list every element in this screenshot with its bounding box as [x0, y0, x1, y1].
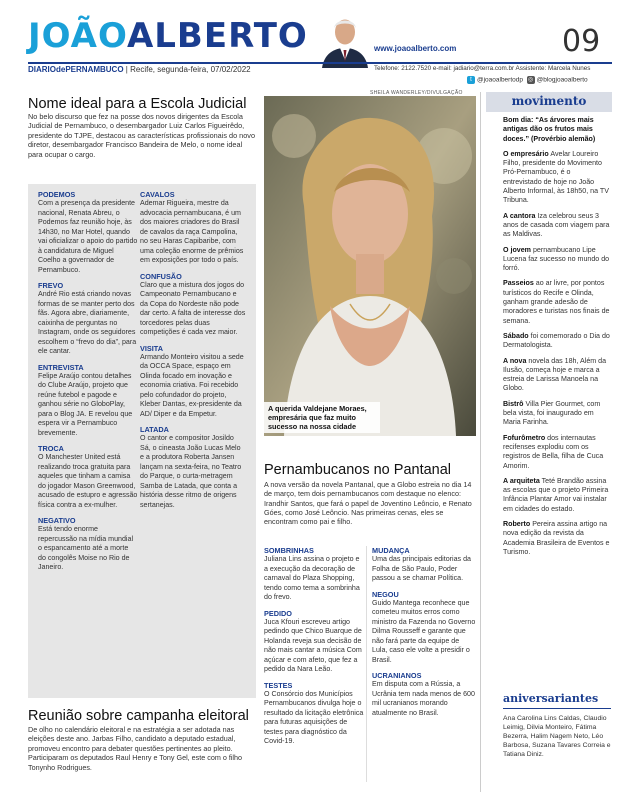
- photo-credit: SHEILA WANDERLEY/DIVULGAÇÃO: [370, 90, 463, 96]
- movimento-item: [503, 212, 611, 240]
- featured-photo: [264, 96, 476, 436]
- note-text: Guido Mantega reconhece que cometeu muitos erros como ministro da Fazenda no Governo Dilma Rousseff e garante que não fará parte da equipe de Lula, caso ele volte a presidir o Brasil.: [372, 598, 476, 664]
- note-text: Em disputa com a Rússia, a Ucrânia tem nada menos de 600 mil ucranianos morando atualmente no Brasil.: [372, 680, 475, 717]
- item-lead: A nova: [503, 356, 527, 365]
- column-divider: [480, 92, 481, 792]
- item-text: Pereira assina artigo na nova edição da revista da Academia Brasileira de Eventos e Turismo.: [503, 519, 610, 556]
- note-title: SOMBRINHAS: [264, 546, 314, 555]
- note-title: NEGATIVO: [38, 516, 76, 525]
- twitter-handle[interactable]: @joaoalbertodp: [477, 76, 523, 84]
- social-handles: [467, 76, 588, 84]
- movimento-column: [503, 116, 611, 563]
- brand-first-name: JOÃO: [28, 16, 127, 56]
- item-text: ao ar livre, por pontos turísticos do Recife e Olinda, ganham grande adesão de moradores e turistas nos finais de semana.: [503, 279, 610, 325]
- movimento-item: [503, 400, 611, 428]
- notes-column-b: [140, 190, 246, 510]
- quote-of-day: Bom dia: “As árvores mais antigas dão os frutos mais doces.” (Provérbio alemão): [503, 116, 596, 143]
- location-date: | Recife, segunda-feira, 07/02/2022: [125, 65, 251, 74]
- twitter-icon: t: [467, 76, 475, 84]
- website-link[interactable]: www.joaoalberto.com: [374, 44, 457, 53]
- note-title: MUDANÇA: [372, 546, 410, 555]
- note-text: Está tendo enorme repercussão na mídia mundial o espancamento até a morte do congolês Moise no Rio de Janeiro.: [38, 525, 134, 571]
- item-lead: A arquiteta: [503, 476, 540, 485]
- note-title: FREVO: [38, 281, 64, 290]
- movimento-title: movimento: [511, 94, 587, 108]
- article-reuniao: De olho no calendário eleitoral e na estratégia a ser adotada nas eleições deste ano. Jarbas Filho, candidato a deputado estadual, promoveu encontro para debater questões pertinentes ao pleito. Participaram os deputados Raul Henry e Tony Gel, este com o filho Tonynho Rodrigues.: [28, 725, 243, 772]
- header-rule: [28, 62, 612, 64]
- masthead-brand: [28, 18, 308, 54]
- item-text: pernambucano Lipe Lucena faz sucesso no mundo do forró.: [503, 245, 610, 273]
- contact-info: Telefone: 2122.7520 e-mail: jadiario@terra.com.br Assistente: Marcela Nunes: [374, 65, 591, 72]
- note-title: NEGOU: [372, 589, 399, 599]
- item-lead: O empresário: [503, 149, 549, 158]
- brand-last-name: ALBERTO: [126, 16, 308, 56]
- headline-pantanal: Pernambucanos no Pantanal: [264, 462, 452, 478]
- instagram-icon: ◎: [528, 77, 534, 83]
- article-pantanal: A nova versão da novela Pantanal, que a Globo estreia no dia 14 de março, tem dois pernambucanos com destaque no elenco: Irandhir Santos, que fará o papel de Joventino Leôncio, e Renato Góes, como José Leôncio. Nas primeiras cenas, eles se encontram como pai e filho.: [264, 480, 472, 527]
- newspaper-line: [28, 65, 251, 74]
- note-text: Ademar Rigueira, mestre da advocacia pernambucana, é um dos maiores criadores do Brasil de cavalos da raça Campolina, no seu Haras Capibaribe, com uma coleção enorme de prêmios em exposições por todo o país.: [140, 199, 244, 264]
- notes-column-a: [38, 190, 138, 573]
- note-title: TESTES: [264, 680, 293, 690]
- headline-nome-ideal: Nome ideal para a Escola Judicial: [28, 96, 247, 112]
- columnist-portrait: [318, 10, 372, 68]
- movimento-item: [503, 357, 611, 394]
- note-text: Armando Monteiro visitou a sede da OCCA Space, espaço em Olinda focado em inovação e economia criativa. Foi recebido pelo cofundador do projeto, Kleber Dantas, ex-presidente da AD/ Diper e da Empetur.: [140, 352, 244, 418]
- article-nome-ideal: No belo discurso que fez na posse dos novos dirigentes da Escola Judicial de Pernambuco, o desembargador Luiz Carlos Figueirêdo, presidente do TJPE, destacou as características profissionais do novo diretor, desembargador Francisco Bandeira de Melo, o nome ideal para ocupar o cargo.: [28, 112, 256, 159]
- note-text: Juliana Lins assina o projeto e a execução da decoração de carnaval do Plaza Shopping, tendo como tema a sombrinha do frevo.: [264, 555, 360, 601]
- movimento-item: [503, 434, 611, 471]
- instagram-handle[interactable]: @blogjoaoalberto: [536, 76, 588, 84]
- note-title: CAVALOS: [140, 190, 175, 199]
- note-text: André Rio está criando novas formas de se manter perto dos fãs. Agora abre, diariamente, caixinha de perguntas no Instagram, onde os seguidores escolhem o “frevo do dia”, para ele cantar.: [38, 290, 137, 355]
- item-lead: Bistrô: [503, 399, 524, 408]
- note-text: O Consórcio dos Municípios Pernambucanos divulga hoje o resultado da licitação eletrônica para futuras aquisições de testes para diagnóstico da Covid-19.: [264, 689, 364, 745]
- newspaper-name: DIARIOdePERNAMBUCO: [28, 65, 124, 74]
- item-text: foi comemorado o Dia do Dermatologista.: [503, 331, 610, 350]
- note-title: PODEMOS: [38, 190, 76, 199]
- movimento-item: [503, 477, 611, 514]
- item-lead: Roberto: [503, 519, 531, 528]
- movimento-item: [503, 150, 611, 206]
- note-title: UCRANIANOS: [372, 671, 422, 680]
- photo-caption: A querida Valdejane Moraes, empresária que faz muito sucesso na nossa cidade: [264, 402, 380, 433]
- note-title: VISITA: [140, 343, 163, 353]
- aniversariantes-rule: [503, 708, 611, 709]
- note-text: Claro que a mistura dos jogos do Campeonato Pernambucano e da Copa do Nordeste não pode dar certo. A falta de interesse dos torcedores pelas duas competições é cada vez maior.: [140, 280, 246, 336]
- item-text: Avelar Loureiro Filho, presidente do Movimento Pró-Pernambuco, é o entrevistado de hoje no João Alberto Informal, às 18h50, na TV Tribuna.: [503, 149, 609, 205]
- page-number: 09: [562, 24, 601, 59]
- note-text: Uma das principais editorias da Folha de São Paulo, Poder passou a se chamar Política.: [372, 555, 471, 582]
- note-title: LATADA: [140, 425, 169, 434]
- headline-reuniao: Reunião sobre campanha eleitoral: [28, 708, 249, 724]
- item-lead: O jovem: [503, 245, 531, 254]
- note-text: O cantor e compositor Josildo Sá, o cineasta João Lucas Melo e a produtora Roberta Jansen lançam na sexta-feira, no Teatro do Parque, o curta-metragem Samba de Latada, que conta a história desse ritmo de origens sertanejas.: [140, 434, 242, 509]
- item-lead: Sábado: [503, 331, 529, 340]
- item-text: Villa Pier Gourmet, com bela vista, foi inaugurado em Maria Farinha.: [503, 399, 601, 427]
- item-lead: A cantora: [503, 211, 536, 220]
- movimento-item: [503, 246, 611, 274]
- note-text: O Manchester United está realizando troca gratuita para aqueles que tinham a camisa do jogador Mason Greenwood, acusado de estupro e agressão física contra a ex-mulher.: [38, 453, 138, 509]
- column-divider: [366, 546, 367, 782]
- notes-column-c: [264, 546, 364, 747]
- note-text: Felipe Araújo contou detalhes do Clube Araújo, projeto que reúne futebol e pagode e ganhou série no GloboPlay, para o Blog JA. E revelou que espera vir a Pernambuco brevemente.: [38, 371, 133, 437]
- notes-column-d: [372, 546, 476, 718]
- note-title: TROCA: [38, 444, 64, 453]
- note-title: CONFUSÃO: [140, 271, 182, 281]
- movimento-item: [503, 332, 611, 351]
- item-lead: Fofurômetro: [503, 433, 546, 442]
- movimento-item: [503, 520, 611, 557]
- item-text: dos internautas recifenses explodiu com os registros de Bella, filha de Cuca Amorim.: [503, 433, 604, 470]
- aniversariantes-list: Ana Carolina Lins Caldas, Claudio Leimig, Dilvia Monteiro, Fátima Bezerra, Halim Nagem Neto, Léo Barbosa, Suzana Tavares Correia e Tatiana Diniz.: [503, 715, 611, 758]
- note-title: PEDIDO: [264, 608, 292, 618]
- note-title: ENTREVISTA: [38, 362, 84, 372]
- item-lead: Passeios: [503, 279, 534, 288]
- movimento-item: [503, 279, 611, 325]
- aniversariantes-title: aniversariantes: [503, 692, 599, 705]
- item-text: Iza celebrou seus 3 anos de casada com viagem para as Maldivas.: [503, 211, 610, 239]
- item-text: Teté Brandão assina as escolas que o projeto Primeira Infância Plantar Amor vai instalar em cidades do estado.: [503, 476, 609, 513]
- note-text: Com a presença da presidente nacional, Renata Abreu, o Podemos faz reunião hoje, às 14h30, no Mar Hotel, quando vai oficializar o apoio do partido à candidatura de Miguel Coelho a governador de Pernambuco.: [38, 199, 138, 274]
- item-text: novela das 18h, Além da Ilusão, começa hoje e marca a estreia de Larissa Manoela na Globo.: [503, 356, 607, 393]
- note-text: Juca Kfouri escreveu artigo pedindo que Chico Buarque de Holanda reveja sua decisão de não mais cantar a música Com açúcar e com afeto, que fez a pedido da Nara Leão.: [264, 617, 362, 673]
